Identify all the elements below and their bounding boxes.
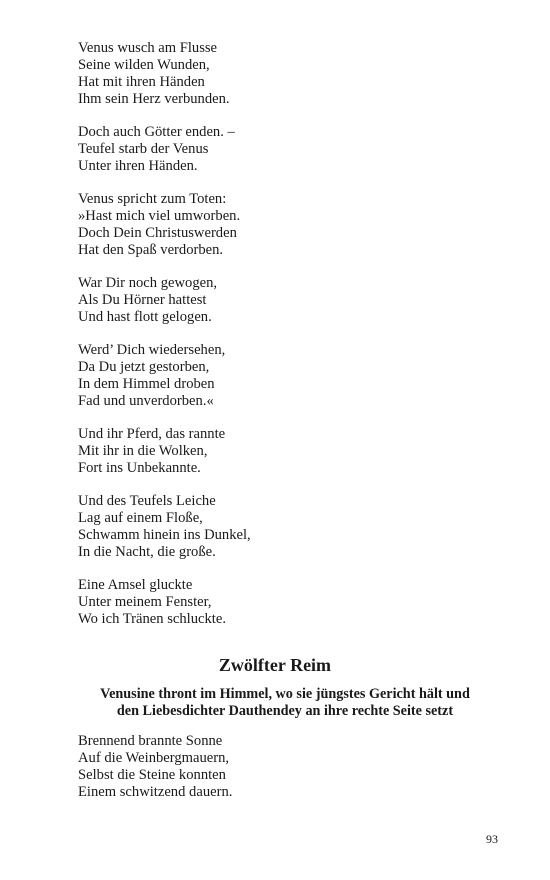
poem-line: Und hast flott gelogen. [78, 309, 212, 325]
stanza [78, 342, 498, 410]
poem-line: Als Du Hörner hattest [78, 292, 207, 308]
poem-line: Selbst die Steine konnten [78, 767, 226, 783]
stanza [78, 40, 498, 108]
poem-line: In dem Himmel droben [78, 376, 215, 392]
poem-line: Da Du jetzt gestorben, [78, 359, 210, 375]
poem-line: »Hast mich viel umworben. [78, 208, 241, 224]
stanza [78, 426, 498, 477]
poem-line: Venus wusch am Flusse [78, 40, 218, 56]
poem-line: Doch auch Götter enden. – [78, 124, 235, 140]
poem-body [78, 40, 498, 644]
poem-line: Unter meinem Fenster, [78, 594, 212, 610]
section-stanza [78, 733, 498, 801]
poem-line: Teufel starb der Venus [78, 141, 209, 157]
poem-line: Lag auf einem Floße, [78, 510, 203, 526]
poem-line: Werd’ Dich wiedersehen, [78, 342, 226, 358]
subheading-line: den Liebesdichter Dauthendey an ihre rechte Seite setzt [116, 703, 454, 719]
poem-line: War Dir noch gewogen, [78, 275, 218, 291]
poem-line: Einem schwitzend dauern. [78, 784, 233, 800]
stanza [78, 124, 498, 175]
stanza [78, 191, 498, 259]
stanza [78, 493, 498, 561]
poem-line: Venus spricht zum Toten: [78, 191, 227, 207]
poem-line: Und des Teufels Leiche [78, 493, 216, 509]
poem-line: Schwamm hinein ins Dunkel, [78, 527, 251, 543]
poem-line: Hat den Spaß verdorben. [78, 242, 224, 258]
poem-line: Ihm sein Herz verbunden. [78, 91, 230, 107]
section-heading: Zwölfter Reim [218, 655, 332, 675]
poem-line: Brennend brannte Sonne [78, 733, 223, 749]
poem-line: Seine wilden Wunden, [78, 57, 210, 73]
subheading-line: Venusine thront im Himmel, wo sie jüngstes Gericht hält und [100, 686, 470, 702]
poem-line: Und ihr Pferd, das rannte [78, 426, 226, 442]
poem-line: Wo ich Tränen schluckte. [78, 611, 226, 627]
page-number: 93 [486, 832, 498, 846]
poem-line: Hat mit ihren Händen [78, 74, 205, 90]
stanza [78, 577, 498, 628]
poem-line: Mit ihr in die Wolken, [78, 443, 208, 459]
poem-line: In die Nacht, die große. [78, 544, 216, 560]
poem-line: Doch Dein Christuswerden [78, 225, 237, 241]
poem-line: Fort ins Unbekannte. [78, 460, 201, 476]
stanza [78, 275, 498, 326]
section-subheading [70, 686, 500, 720]
poem-line: Auf die Weinbergmauern, [78, 750, 230, 766]
poem-line: Unter ihren Händen. [78, 158, 198, 174]
poem-line: Eine Amsel gluckte [78, 577, 193, 593]
poem-line: Fad und unverdorben.« [78, 393, 214, 409]
